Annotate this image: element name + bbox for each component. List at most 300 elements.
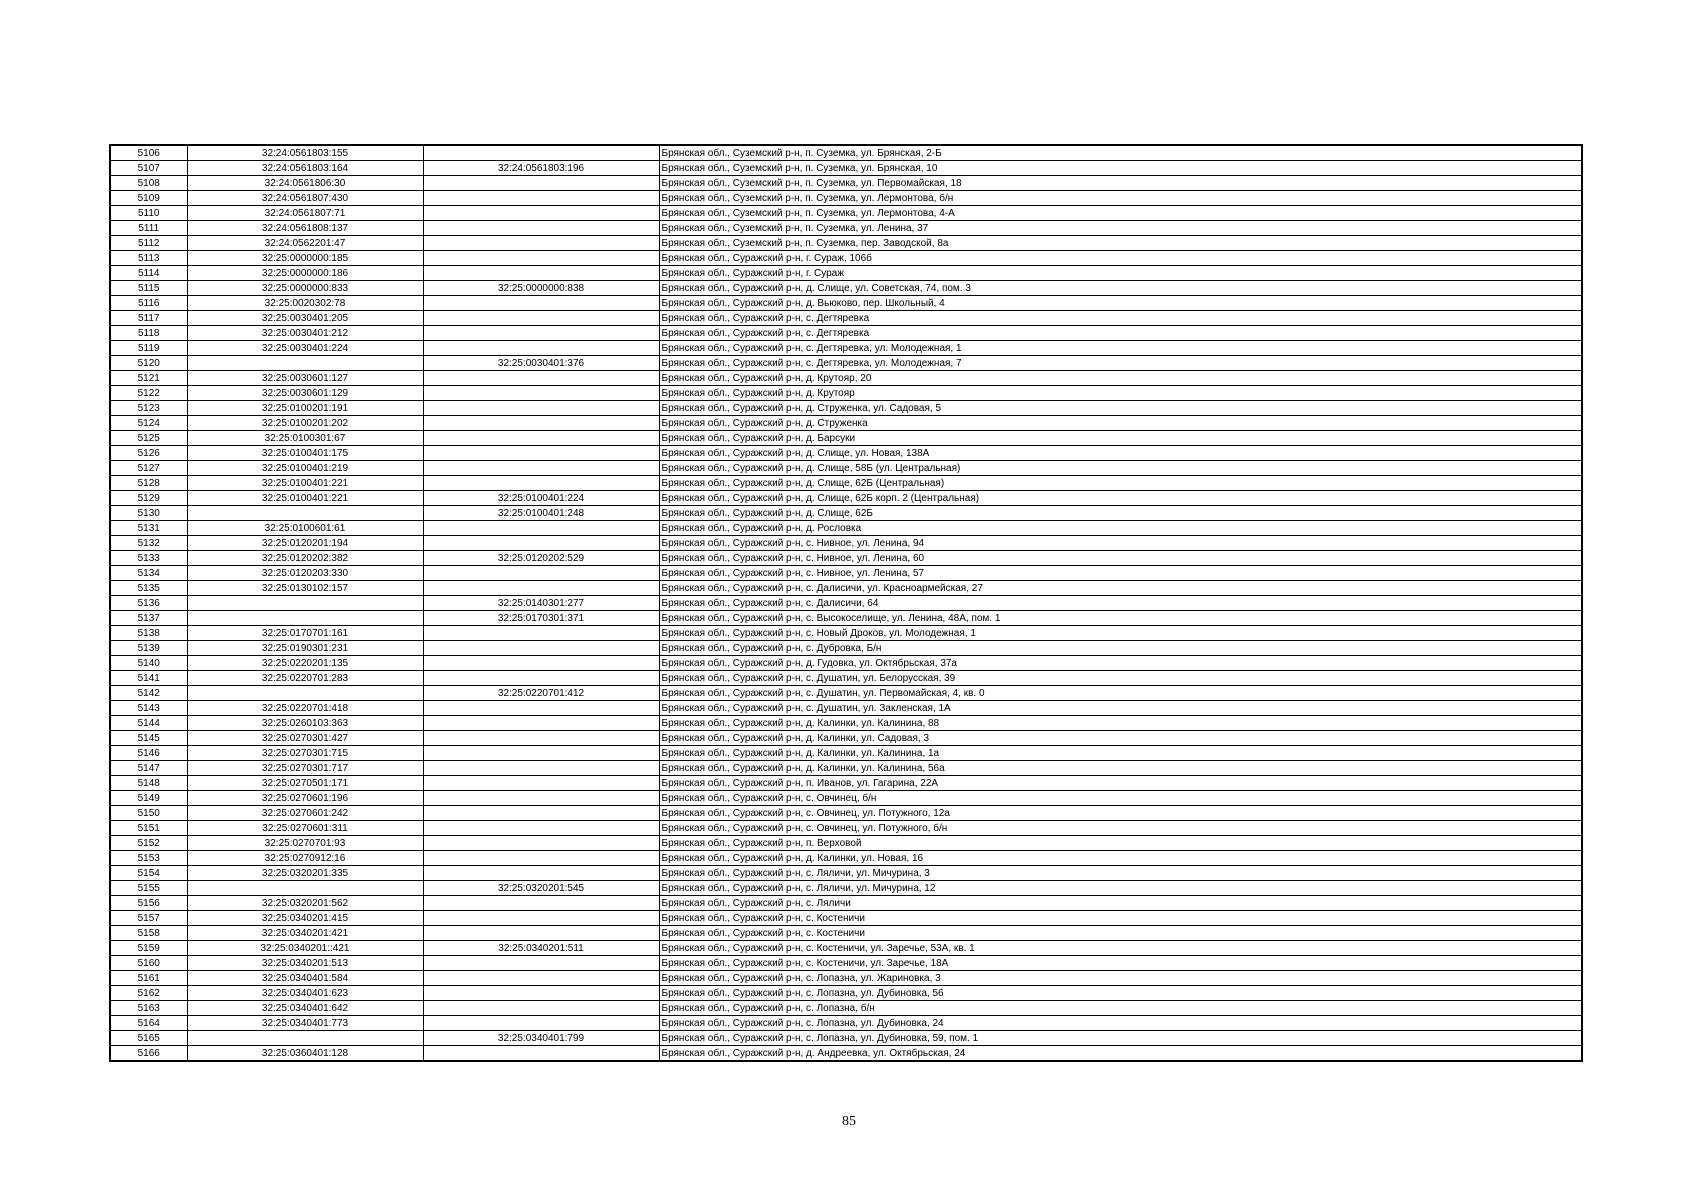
- related-cadastral-number-cell: 32:25:0170301:371: [423, 611, 659, 626]
- cadastral-number-cell: 32:25:0030401:212: [187, 326, 423, 341]
- related-cadastral-number-cell: [423, 1046, 659, 1062]
- table-row: [110, 851, 1582, 866]
- table-row: [110, 971, 1582, 986]
- table-row: [110, 251, 1582, 266]
- row-number-cell: 5135: [110, 581, 187, 596]
- related-cadastral-number-cell: [423, 266, 659, 281]
- related-cadastral-number-cell: [423, 986, 659, 1001]
- row-number-cell: 5138: [110, 626, 187, 641]
- address-cell: Брянская обл., Суражский р-н, д. Барсуки: [659, 431, 1582, 446]
- table-row: [110, 416, 1582, 431]
- related-cadastral-number-cell: 32:25:0030401:376: [423, 356, 659, 371]
- row-number-cell: 5163: [110, 1001, 187, 1016]
- address-cell: Брянская обл., Суражский р-н, с. Лопазна, ул. Жариновка, 3: [659, 971, 1582, 986]
- table-row: [110, 371, 1582, 386]
- table-row: [110, 566, 1582, 581]
- address-cell: Брянская обл., Суражский р-н, с. Ляличи, ул. Мичурина, 3: [659, 866, 1582, 881]
- related-cadastral-number-cell: [423, 461, 659, 476]
- address-cell: Брянская обл., Суражский р-н, с. Далисичи, 64: [659, 596, 1582, 611]
- cadastral-number-cell: 32:25:0340201::421: [187, 941, 423, 956]
- address-cell: Брянская обл., Суражский р-н, с. Дубровка, Б/н: [659, 641, 1582, 656]
- row-number-cell: 5151: [110, 821, 187, 836]
- table-row: [110, 476, 1582, 491]
- address-cell: Брянская обл., Суражский р-н, д. Калинки, ул. Калинина, 56а: [659, 761, 1582, 776]
- table-row: [110, 236, 1582, 251]
- address-cell: Брянская обл., Суражский р-н, п. Иванов, ул. Гагарина, 22А: [659, 776, 1582, 791]
- related-cadastral-number-cell: 32:25:0100401:248: [423, 506, 659, 521]
- cadastral-number-cell: [187, 1031, 423, 1046]
- row-number-cell: 5124: [110, 416, 187, 431]
- row-number-cell: 5161: [110, 971, 187, 986]
- address-cell: Брянская обл., Суражский р-н, д. Слище, 62Б (Центральная): [659, 476, 1582, 491]
- address-cell: Брянская обл., Суражский р-н, с. Высокоселище, ул. Ленина, 48А, пом. 1: [659, 611, 1582, 626]
- address-cell: Брянская обл., Суражский р-н, д. Слище, ул. Советская, 74, пом. 3: [659, 281, 1582, 296]
- address-cell: Брянская обл., Суражский р-н, с. Нивное, ул. Ленина, 57: [659, 566, 1582, 581]
- row-number-cell: 5134: [110, 566, 187, 581]
- cadastral-number-cell: 32:25:0220701:283: [187, 671, 423, 686]
- row-number-cell: 5116: [110, 296, 187, 311]
- related-cadastral-number-cell: [423, 416, 659, 431]
- cadastral-number-cell: [187, 356, 423, 371]
- row-number-cell: 5160: [110, 956, 187, 971]
- cadastral-number-cell: 32:25:0270601:196: [187, 791, 423, 806]
- table-row: [110, 671, 1582, 686]
- table-row: [110, 806, 1582, 821]
- table-row: [110, 281, 1582, 296]
- table-row: [110, 791, 1582, 806]
- related-cadastral-number-cell: [423, 911, 659, 926]
- address-cell: Брянская обл., Суражский р-н, д. Калинки, ул. Новая, 16: [659, 851, 1582, 866]
- related-cadastral-number-cell: 32:25:0220701:412: [423, 686, 659, 701]
- address-cell: Брянская обл., Суражский р-н, с. Душатин, ул. Закленская, 1А: [659, 701, 1582, 716]
- address-cell: Брянская обл., Суражский р-н, д. Крутояр: [659, 386, 1582, 401]
- related-cadastral-number-cell: [423, 341, 659, 356]
- related-cadastral-number-cell: [423, 776, 659, 791]
- row-number-cell: 5112: [110, 236, 187, 251]
- cadastral-number-cell: 32:25:0340401:584: [187, 971, 423, 986]
- address-cell: Брянская обл., Суражский р-н, с. Душатин, ул. Белорусская, 39: [659, 671, 1582, 686]
- property-table-body: [110, 145, 1582, 1061]
- cadastral-number-cell: 32:25:0320201:335: [187, 866, 423, 881]
- table-row: [110, 221, 1582, 236]
- table-row: [110, 356, 1582, 371]
- cadastral-number-cell: 32:25:0120203:330: [187, 566, 423, 581]
- row-number-cell: 5166: [110, 1046, 187, 1062]
- related-cadastral-number-cell: [423, 836, 659, 851]
- cadastral-number-cell: 32:25:0030401:224: [187, 341, 423, 356]
- row-number-cell: 5144: [110, 716, 187, 731]
- cadastral-number-cell: 32:24:0561807:430: [187, 191, 423, 206]
- row-number-cell: 5141: [110, 671, 187, 686]
- row-number-cell: 5159: [110, 941, 187, 956]
- table-row: [110, 176, 1582, 191]
- table-row: [110, 386, 1582, 401]
- row-number-cell: 5109: [110, 191, 187, 206]
- row-number-cell: 5165: [110, 1031, 187, 1046]
- table-row: [110, 731, 1582, 746]
- row-number-cell: 5119: [110, 341, 187, 356]
- row-number-cell: 5150: [110, 806, 187, 821]
- cadastral-number-cell: 32:25:0100301:67: [187, 431, 423, 446]
- address-cell: Брянская обл., Суражский р-н, с. Костеничи: [659, 911, 1582, 926]
- row-number-cell: 5106: [110, 145, 187, 161]
- related-cadastral-number-cell: 32:25:0320201:545: [423, 881, 659, 896]
- row-number-cell: 5131: [110, 521, 187, 536]
- cadastral-number-cell: 32:24:0561808:137: [187, 221, 423, 236]
- row-number-cell: 5118: [110, 326, 187, 341]
- cadastral-number-cell: 32:25:0120201:194: [187, 536, 423, 551]
- table-row: [110, 926, 1582, 941]
- cadastral-number-cell: 32:25:0100401:175: [187, 446, 423, 461]
- related-cadastral-number-cell: [423, 326, 659, 341]
- row-number-cell: 5157: [110, 911, 187, 926]
- cadastral-number-cell: 32:25:0340401:623: [187, 986, 423, 1001]
- table-row: [110, 161, 1582, 176]
- related-cadastral-number-cell: [423, 851, 659, 866]
- address-cell: Брянская обл., Суражский р-н, д. Вьюково, пер. Школьный, 4: [659, 296, 1582, 311]
- table-row: [110, 491, 1582, 506]
- address-cell: Брянская обл., Суражский р-н, с. Овчинец, ул. Потужного, 12а: [659, 806, 1582, 821]
- address-cell: Брянская обл., Суражский р-н, с. Костеничи: [659, 926, 1582, 941]
- related-cadastral-number-cell: 32:25:0140301:277: [423, 596, 659, 611]
- cadastral-number-cell: [187, 611, 423, 626]
- address-cell: Брянская обл., Суражский р-н, с. Костеничи, ул. Заречье, 53А, кв. 1: [659, 941, 1582, 956]
- address-cell: Брянская обл., Суземский р-н, п. Суземка, ул. Ленина, 37: [659, 221, 1582, 236]
- related-cadastral-number-cell: 32:25:0000000:838: [423, 281, 659, 296]
- address-cell: Брянская обл., Суражский р-н, г. Сураж: [659, 266, 1582, 281]
- table-row: [110, 581, 1582, 596]
- row-number-cell: 5113: [110, 251, 187, 266]
- cadastral-number-cell: 32:25:0340401:773: [187, 1016, 423, 1031]
- related-cadastral-number-cell: [423, 191, 659, 206]
- row-number-cell: 5143: [110, 701, 187, 716]
- address-cell: Брянская обл., Суражский р-н, д. Струженка, ул. Садовая, 5: [659, 401, 1582, 416]
- table-row: [110, 551, 1582, 566]
- address-cell: Брянская обл., Суземский р-н, п. Суземка, ул. Лермонтова, б/н: [659, 191, 1582, 206]
- related-cadastral-number-cell: [423, 446, 659, 461]
- cadastral-number-cell: 32:25:0270301:715: [187, 746, 423, 761]
- table-row: [110, 1046, 1582, 1062]
- row-number-cell: 5125: [110, 431, 187, 446]
- address-cell: Брянская обл., Суземский р-н, п. Суземка, ул. Брянская, 10: [659, 161, 1582, 176]
- cadastral-number-cell: 32:25:0170701:161: [187, 626, 423, 641]
- related-cadastral-number-cell: [423, 386, 659, 401]
- related-cadastral-number-cell: [423, 401, 659, 416]
- related-cadastral-number-cell: [423, 536, 659, 551]
- related-cadastral-number-cell: 32:25:0340201:511: [423, 941, 659, 956]
- address-cell: Брянская обл., Суражский р-н, д. Слище, 62Б: [659, 506, 1582, 521]
- address-cell: Брянская обл., Суражский р-н, с. Нивное, ул. Ленина, 94: [659, 536, 1582, 551]
- address-cell: Брянская обл., Суражский р-н, с. Костеничи, ул. Заречье, 18А: [659, 956, 1582, 971]
- row-number-cell: 5148: [110, 776, 187, 791]
- address-cell: Брянская обл., Суражский р-н, с. Дегтяревка, ул. Молодежная, 1: [659, 341, 1582, 356]
- property-table: [109, 144, 1583, 1062]
- cadastral-number-cell: 32:25:0020302:78: [187, 296, 423, 311]
- related-cadastral-number-cell: [423, 896, 659, 911]
- cadastral-number-cell: 32:25:0340201:513: [187, 956, 423, 971]
- cadastral-number-cell: 32:25:0270601:242: [187, 806, 423, 821]
- related-cadastral-number-cell: 32:24:0561803:196: [423, 161, 659, 176]
- related-cadastral-number-cell: [423, 1016, 659, 1031]
- table-row: [110, 266, 1582, 281]
- address-cell: Брянская обл., Суземский р-н, п. Суземка, ул. Брянская, 2-Б: [659, 145, 1582, 161]
- related-cadastral-number-cell: [423, 641, 659, 656]
- related-cadastral-number-cell: [423, 296, 659, 311]
- address-cell: Брянская обл., Суражский р-н, с. Лопазна, б/н: [659, 1001, 1582, 1016]
- cadastral-number-cell: 32:25:0100601:61: [187, 521, 423, 536]
- row-number-cell: 5136: [110, 596, 187, 611]
- table-row: [110, 506, 1582, 521]
- address-cell: Брянская обл., Суражский р-н, д. Гудовка, ул. Октябрьская, 37а: [659, 656, 1582, 671]
- row-number-cell: 5146: [110, 746, 187, 761]
- related-cadastral-number-cell: [423, 746, 659, 761]
- row-number-cell: 5156: [110, 896, 187, 911]
- address-cell: Брянская обл., Суражский р-н, д. Струженка: [659, 416, 1582, 431]
- table-row: [110, 1031, 1582, 1046]
- related-cadastral-number-cell: [423, 806, 659, 821]
- table-row: [110, 311, 1582, 326]
- address-cell: Брянская обл., Суражский р-н, г. Сураж, 106б: [659, 251, 1582, 266]
- table-row: [110, 836, 1582, 851]
- cadastral-number-cell: 32:25:0270501:171: [187, 776, 423, 791]
- cadastral-number-cell: [187, 506, 423, 521]
- related-cadastral-number-cell: 32:25:0340401:799: [423, 1031, 659, 1046]
- related-cadastral-number-cell: [423, 145, 659, 161]
- cadastral-number-cell: 32:25:0340201:415: [187, 911, 423, 926]
- table-row: [110, 716, 1582, 731]
- cadastral-number-cell: 32:25:0100401:219: [187, 461, 423, 476]
- address-cell: Брянская обл., Суражский р-н, д. Слище, 58Б (ул. Центральная): [659, 461, 1582, 476]
- address-cell: Брянская обл., Суражский р-н, д. Слище, 62Б корп. 2 (Центральная): [659, 491, 1582, 506]
- cadastral-number-cell: 32:25:0030601:127: [187, 371, 423, 386]
- table-row: [110, 956, 1582, 971]
- related-cadastral-number-cell: [423, 176, 659, 191]
- cadastral-number-cell: 32:25:0340401:642: [187, 1001, 423, 1016]
- cadastral-number-cell: 32:25:0340201:421: [187, 926, 423, 941]
- table-row: [110, 596, 1582, 611]
- page-number: 85: [842, 1114, 856, 1129]
- related-cadastral-number-cell: [423, 926, 659, 941]
- table-row: [110, 206, 1582, 221]
- related-cadastral-number-cell: [423, 626, 659, 641]
- related-cadastral-number-cell: [423, 251, 659, 266]
- address-cell: Брянская обл., Суражский р-н, д. Калинки, ул. Калинина, 1а: [659, 746, 1582, 761]
- table-row: [110, 431, 1582, 446]
- related-cadastral-number-cell: 32:25:0120202:529: [423, 551, 659, 566]
- row-number-cell: 5154: [110, 866, 187, 881]
- table-row: [110, 326, 1582, 341]
- row-number-cell: 5111: [110, 221, 187, 236]
- cadastral-number-cell: 32:25:0270301:427: [187, 731, 423, 746]
- row-number-cell: 5132: [110, 536, 187, 551]
- row-number-cell: 5126: [110, 446, 187, 461]
- address-cell: Брянская обл., Суражский р-н, с. Дегтяревка: [659, 311, 1582, 326]
- cadastral-number-cell: 32:25:0000000:833: [187, 281, 423, 296]
- row-number-cell: 5123: [110, 401, 187, 416]
- row-number-cell: 5129: [110, 491, 187, 506]
- address-cell: Брянская обл., Суражский р-н, с. Душатин, ул. Первомайская, 4, кв. 0: [659, 686, 1582, 701]
- address-cell: Брянская обл., Суражский р-н, с. Новый Дроков, ул. Молодежная, 1: [659, 626, 1582, 641]
- cadastral-number-cell: 32:25:0000000:185: [187, 251, 423, 266]
- related-cadastral-number-cell: [423, 716, 659, 731]
- related-cadastral-number-cell: [423, 221, 659, 236]
- address-cell: Брянская обл., Суражский р-н, д. Слище, ул. Новая, 138А: [659, 446, 1582, 461]
- related-cadastral-number-cell: [423, 956, 659, 971]
- address-cell: Брянская обл., Суражский р-н, с. Нивное, ул. Ленина, 60: [659, 551, 1582, 566]
- related-cadastral-number-cell: [423, 431, 659, 446]
- address-cell: Брянская обл., Суражский р-н, с. Овчинец, б/н: [659, 791, 1582, 806]
- cadastral-number-cell: 32:25:0190301:231: [187, 641, 423, 656]
- address-cell: Брянская обл., Суземский р-н, п. Суземка, ул. Первомайская, 18: [659, 176, 1582, 191]
- address-cell: Брянская обл., Суражский р-н, с. Лопазна, ул. Дубиновка, 24: [659, 1016, 1582, 1031]
- cadastral-number-cell: 32:25:0260103:363: [187, 716, 423, 731]
- address-cell: Брянская обл., Суражский р-н, с. Лопазна, ул. Дубиновка, 56: [659, 986, 1582, 1001]
- cadastral-number-cell: 32:25:0030601:129: [187, 386, 423, 401]
- cadastral-number-cell: 32:25:0100201:191: [187, 401, 423, 416]
- table-row: [110, 1016, 1582, 1031]
- cadastral-number-cell: 32:24:0562201:47: [187, 236, 423, 251]
- table-row: [110, 821, 1582, 836]
- table-row: [110, 986, 1582, 1001]
- related-cadastral-number-cell: [423, 671, 659, 686]
- related-cadastral-number-cell: [423, 821, 659, 836]
- row-number-cell: 5117: [110, 311, 187, 326]
- table-row: [110, 776, 1582, 791]
- row-number-cell: 5155: [110, 881, 187, 896]
- cadastral-number-cell: 32:25:0130102:157: [187, 581, 423, 596]
- row-number-cell: 5164: [110, 1016, 187, 1031]
- cadastral-number-cell: 32:25:0100401:221: [187, 476, 423, 491]
- address-cell: Брянская обл., Суражский р-н, с. Овчинец, ул. Потужного, б/н: [659, 821, 1582, 836]
- table-row: [110, 641, 1582, 656]
- address-cell: Брянская обл., Суражский р-н, с. Далисичи, ул. Красноармейская, 27: [659, 581, 1582, 596]
- address-cell: Брянская обл., Суражский р-н, п. Верховой: [659, 836, 1582, 851]
- address-cell: Брянская обл., Суражский р-н, с. Ляличи, ул. Мичурина, 12: [659, 881, 1582, 896]
- cadastral-number-cell: 32:25:0270701:93: [187, 836, 423, 851]
- cadastral-number-cell: 32:25:0100401:221: [187, 491, 423, 506]
- cadastral-number-cell: 32:25:0120202:382: [187, 551, 423, 566]
- table-row: [110, 881, 1582, 896]
- row-number-cell: 5107: [110, 161, 187, 176]
- related-cadastral-number-cell: [423, 971, 659, 986]
- address-cell: Брянская обл., Суражский р-н, с. Ляличи: [659, 896, 1582, 911]
- row-number-cell: 5110: [110, 206, 187, 221]
- row-number-cell: 5115: [110, 281, 187, 296]
- related-cadastral-number-cell: 32:25:0100401:224: [423, 491, 659, 506]
- table-row: [110, 911, 1582, 926]
- table-row: [110, 521, 1582, 536]
- row-number-cell: 5162: [110, 986, 187, 1001]
- table-row: [110, 626, 1582, 641]
- table-row: [110, 446, 1582, 461]
- table-row: [110, 746, 1582, 761]
- related-cadastral-number-cell: [423, 791, 659, 806]
- cadastral-number-cell: 32:24:0561803:164: [187, 161, 423, 176]
- table-row: [110, 191, 1582, 206]
- address-cell: Брянская обл., Суземский р-н, п. Суземка, пер. Заводской, 8а: [659, 236, 1582, 251]
- related-cadastral-number-cell: [423, 1001, 659, 1016]
- related-cadastral-number-cell: [423, 236, 659, 251]
- cadastral-number-cell: 32:25:0320201:562: [187, 896, 423, 911]
- table-row: [110, 866, 1582, 881]
- row-number-cell: 5158: [110, 926, 187, 941]
- cadastral-number-cell: [187, 596, 423, 611]
- address-cell: Брянская обл., Суражский р-н, д. Андреевка, ул. Октябрьская, 24: [659, 1046, 1582, 1062]
- row-number-cell: 5147: [110, 761, 187, 776]
- cadastral-number-cell: 32:25:0270601:311: [187, 821, 423, 836]
- table-row: [110, 761, 1582, 776]
- address-cell: Брянская обл., Суражский р-н, с. Лопазна, ул. Дубиновка, 59, пом. 1: [659, 1031, 1582, 1046]
- cadastral-number-cell: 32:25:0220201:135: [187, 656, 423, 671]
- row-number-cell: 5142: [110, 686, 187, 701]
- table-row: [110, 145, 1582, 161]
- row-number-cell: 5127: [110, 461, 187, 476]
- related-cadastral-number-cell: [423, 371, 659, 386]
- related-cadastral-number-cell: [423, 581, 659, 596]
- cadastral-number-cell: 32:25:0220701:418: [187, 701, 423, 716]
- address-cell: Брянская обл., Суражский р-н, д. Калинки, ул. Садовая, 3: [659, 731, 1582, 746]
- table-row: [110, 461, 1582, 476]
- cadastral-number-cell: 32:24:0561806:30: [187, 176, 423, 191]
- table-row: [110, 296, 1582, 311]
- row-number-cell: 5149: [110, 791, 187, 806]
- cadastral-number-cell: 32:25:0360401:128: [187, 1046, 423, 1062]
- related-cadastral-number-cell: [423, 731, 659, 746]
- row-number-cell: 5140: [110, 656, 187, 671]
- table-row: [110, 611, 1582, 626]
- address-cell: Брянская обл., Суражский р-н, д. Калинки, ул. Калинина, 88: [659, 716, 1582, 731]
- row-number-cell: 5152: [110, 836, 187, 851]
- row-number-cell: 5139: [110, 641, 187, 656]
- table-row: [110, 341, 1582, 356]
- cadastral-number-cell: 32:25:0270912:16: [187, 851, 423, 866]
- related-cadastral-number-cell: [423, 656, 659, 671]
- related-cadastral-number-cell: [423, 761, 659, 776]
- cadastral-number-cell: 32:25:0270301:717: [187, 761, 423, 776]
- cadastral-number-cell: [187, 686, 423, 701]
- related-cadastral-number-cell: [423, 701, 659, 716]
- row-number-cell: 5108: [110, 176, 187, 191]
- related-cadastral-number-cell: [423, 866, 659, 881]
- related-cadastral-number-cell: [423, 566, 659, 581]
- table-row: [110, 941, 1582, 956]
- row-number-cell: 5145: [110, 731, 187, 746]
- cadastral-number-cell: 32:25:0030401:205: [187, 311, 423, 326]
- table-row: [110, 1001, 1582, 1016]
- address-cell: Брянская обл., Суражский р-н, с. Дегтяревка, ул. Молодежная, 7: [659, 356, 1582, 371]
- address-cell: Брянская обл., Суземский р-н, п. Суземка, ул. Лермонтова, 4-А: [659, 206, 1582, 221]
- table-row: [110, 536, 1582, 551]
- row-number-cell: 5120: [110, 356, 187, 371]
- cadastral-number-cell: 32:25:0000000:186: [187, 266, 423, 281]
- cadastral-number-cell: 32:24:0561807:71: [187, 206, 423, 221]
- table-row: [110, 896, 1582, 911]
- cadastral-number-cell: 32:24:0561803:155: [187, 145, 423, 161]
- row-number-cell: 5122: [110, 386, 187, 401]
- row-number-cell: 5153: [110, 851, 187, 866]
- related-cadastral-number-cell: [423, 311, 659, 326]
- table-row: [110, 686, 1582, 701]
- table-row: [110, 701, 1582, 716]
- row-number-cell: 5114: [110, 266, 187, 281]
- row-number-cell: 5121: [110, 371, 187, 386]
- row-number-cell: 5137: [110, 611, 187, 626]
- cadastral-number-cell: 32:25:0100201:202: [187, 416, 423, 431]
- related-cadastral-number-cell: [423, 206, 659, 221]
- related-cadastral-number-cell: [423, 521, 659, 536]
- row-number-cell: 5130: [110, 506, 187, 521]
- row-number-cell: 5133: [110, 551, 187, 566]
